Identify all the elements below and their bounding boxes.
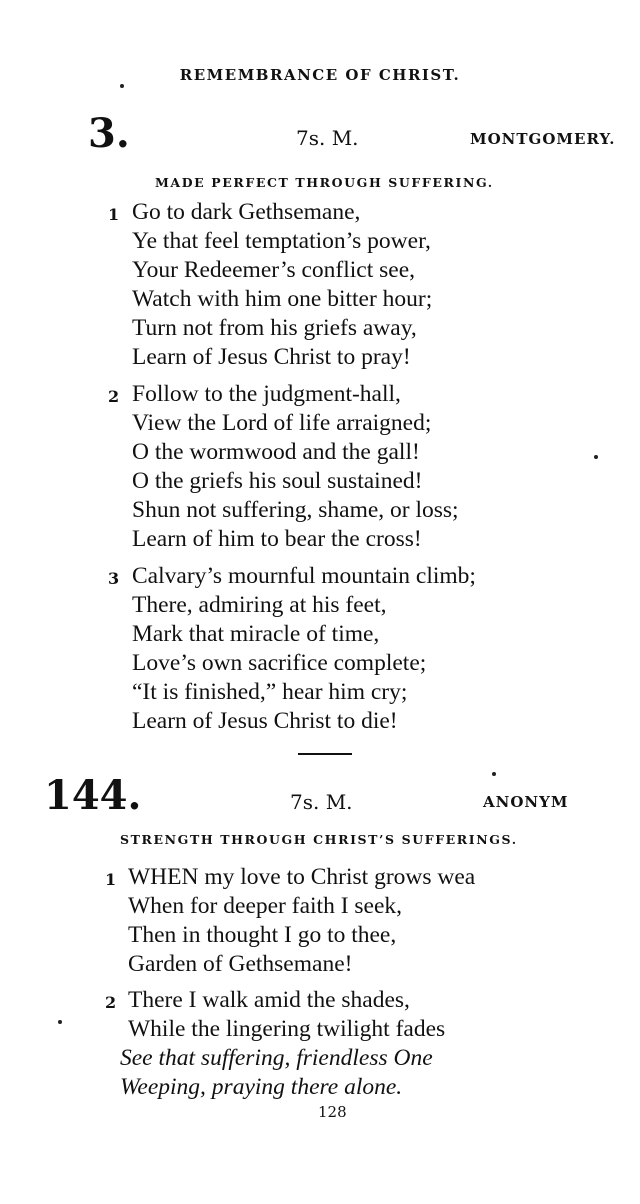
verse-line: Learn of Jesus Christ to pray!: [132, 344, 411, 370]
verse-line: O the wormwood and the gall!: [132, 439, 420, 465]
verse-line: Your Redeemer’s conflict see,: [132, 257, 416, 283]
verse-line: Follow to the judgment-hall,: [132, 381, 401, 407]
verse-line: Turn not from his griefs away,: [132, 315, 417, 341]
verse-line: Calvary’s mournful mountain climb;: [132, 563, 476, 589]
verse-line: While the lingering twilight fades: [128, 1016, 446, 1042]
verse-number: 2: [108, 387, 120, 406]
verse-line: Shun not suffering, shame, or loss;: [132, 497, 459, 523]
verse-line: “It is finished,” hear him cry;: [132, 679, 408, 705]
verse-line: Mark that miracle of time,: [132, 621, 380, 647]
verse-line: There I walk amid the shades,: [128, 987, 410, 1013]
verse-number: 2: [105, 993, 117, 1012]
verse-line: Love’s own sacrifice complete;: [132, 650, 427, 676]
print-speck: [492, 772, 496, 776]
verse-line: O the griefs his soul sustained!: [132, 468, 423, 494]
verse-line: There, admiring at his feet,: [132, 592, 387, 618]
print-speck: [58, 1020, 62, 1024]
verse-line: Learn of him to bear the cross!: [132, 526, 422, 552]
verse-line: View the Lord of life arraigned;: [132, 410, 432, 436]
hymn-author: ANONYM: [483, 793, 569, 811]
hymn-number: 3.: [88, 110, 130, 157]
print-speck: [594, 455, 598, 459]
hymn-number: 144.: [44, 772, 142, 819]
verse-line: WHEN my love to Christ grows wea: [128, 864, 476, 890]
verse-line: Learn of Jesus Christ to die!: [132, 708, 398, 734]
hymn-meter: 7s. M.: [290, 790, 353, 814]
verse-number: 1: [108, 205, 120, 224]
hymn-title: MADE PERFECT THROUGH SUFFERING.: [155, 175, 494, 190]
verse-line: Watch with him one bitter hour;: [132, 286, 433, 312]
page-number: 128: [318, 1103, 347, 1121]
running-head: REMEMBRANCE OF CHRIST.: [179, 66, 461, 84]
verse-line: When for deeper faith I seek,: [128, 893, 403, 919]
hymn-author: MONTGOMERY.: [470, 130, 616, 148]
section-divider: [298, 753, 352, 755]
verse-line: Go to dark Gethsemane,: [132, 199, 361, 225]
verse-line: Ye that feel temptation’s power,: [132, 228, 431, 254]
verse-number: 1: [105, 870, 117, 889]
verse-line: See that suffering, friendless One: [120, 1045, 433, 1071]
verse-number: 3: [108, 569, 120, 588]
hymn-title: STRENGTH THROUGH CHRIST’S SUFFERINGS.: [120, 832, 518, 847]
print-speck: [120, 84, 124, 88]
verse-line: Then in thought I go to thee,: [128, 922, 397, 948]
verse-line: Weeping, praying there alone.: [120, 1074, 403, 1100]
verse-line: Garden of Gethsemane!: [128, 951, 353, 977]
hymn-meter: 7s. M.: [296, 126, 359, 150]
